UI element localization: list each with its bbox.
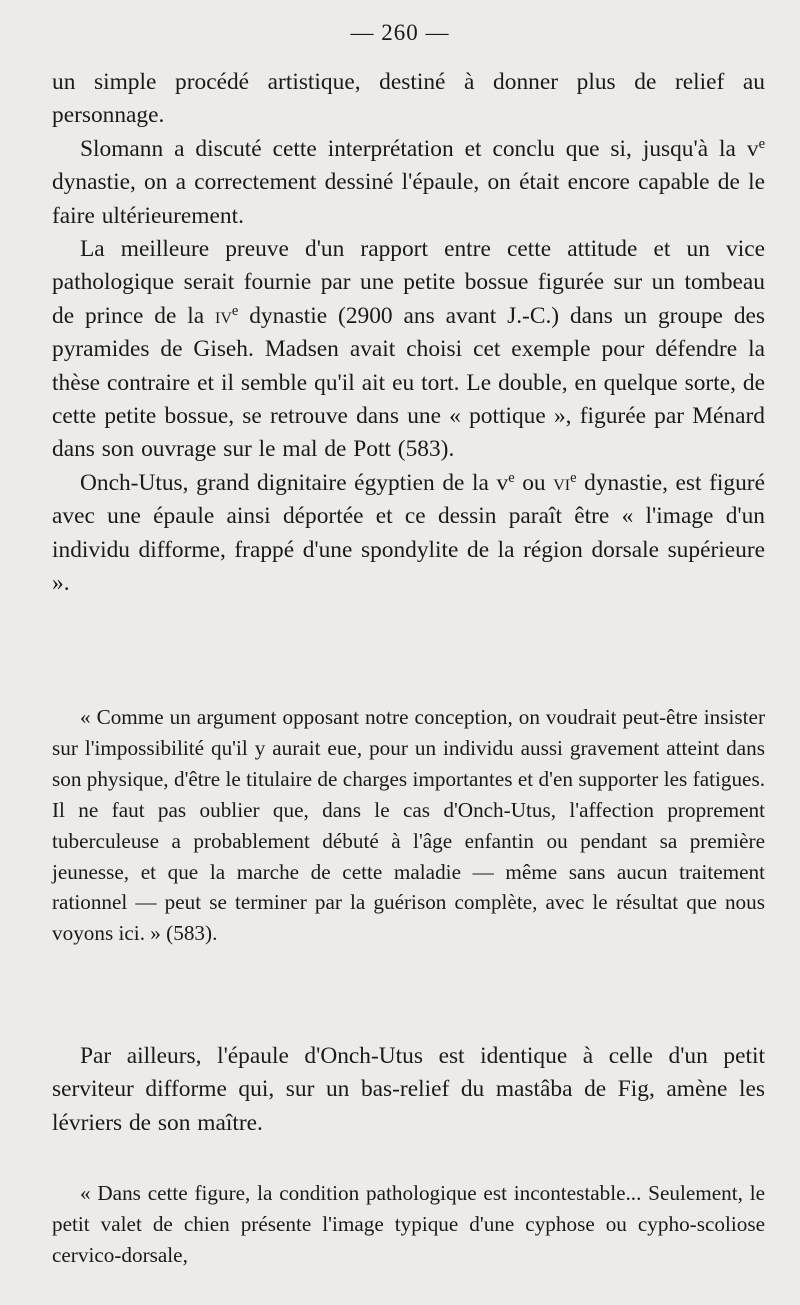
superscript: e (758, 135, 765, 152)
superscript: e (231, 302, 239, 319)
quote-1-text: « Comme un argument opposant notre conception, on voudrait peut-être insister sur l'impossibilité qu'il y aurait eue, pour un individu aussi gravement atteint dans son physique, d'être le titulaire de charges importantes et d'en supporter les fatigues. Il ne faut pas oublier que, dans le cas d'Onch-Utus, l'affection proprement tuberculeuse a probablement débuté à l'âge enfantin ou pendant sa première jeunesse, et que la marche de cette maladie — même sans aucun traitement rationnel — peut se terminer par la guérison complète, avec le résultat que nous voyons ici. » (583). (52, 705, 765, 946)
superscript: e (570, 469, 577, 486)
block-quote-2 (52, 1178, 765, 1271)
paragraph-3 (52, 233, 765, 467)
roman-numeral: iv (215, 302, 232, 329)
paragraph-5: Par ailleurs, l'épaule d'Onch-Utus est identique à celle d'un petit serviteur difforme qui, sur un bas-relief du mastâba de Fig, amène les lévriers de son maître. (52, 1043, 765, 1136)
paragraph-3-text-b: dynastie (2900 ans avant J.-C.) dans un groupe des pyramides de Giseh. Madsen avait choisi cet exemple pour défendre la thèse contraire et il semble qu'il ait eu tort. Le double, en quelque sorte, de cette petite bossue, se retrouve dans une « pottique », figurée par Ménard dans son ouvrage sur le mal de Pott (583). (52, 302, 766, 463)
paragraph-4 (52, 467, 765, 601)
main-text-block (52, 66, 765, 601)
paragraph-2-text-a: Slomann a discuté cette interprétation et conclu que si, jusqu'à la v (80, 135, 759, 162)
paragraph-2 (52, 133, 765, 233)
paragraph-3-text-a: La meilleure preuve d'un rapport entre cette attitude et un vice pathologique serait fournie par une petite bossue figurée sur un tombeau de prince de la (52, 236, 765, 329)
paragraph-4-text-b: ou (514, 469, 554, 496)
superscript: e (508, 469, 515, 486)
main-text-block-2 (52, 1040, 765, 1140)
quote-2-text: « Dans cette figure, la condition pathologique est incontestable... Seulement, le petit valet de chien présente l'image typique d'une cyphose ou cypho-scoliose cervico-dorsale, (52, 1181, 765, 1267)
roman-numeral: vi (553, 469, 571, 496)
paragraph-4-text-a: Onch-Utus, grand dignitaire égyptien de la v (80, 469, 509, 496)
block-quote-1 (52, 702, 765, 949)
page-number: — 260 — (350, 20, 450, 45)
paragraph-4-text-c: dynastie, est figuré avec une épaule ainsi déportée et ce dessin paraît être « l'image d'un individu difforme, frappé d'une spondylite de la région dorsale supérieure ». (52, 469, 765, 597)
paragraph-1: un simple procédé artistique, destiné à donner plus de relief au personnage. (52, 69, 765, 129)
paragraph-2-text-b: dynastie, on a correctement dessiné l'épaule, on était encore capable de le faire ultérieurement. (52, 169, 765, 229)
